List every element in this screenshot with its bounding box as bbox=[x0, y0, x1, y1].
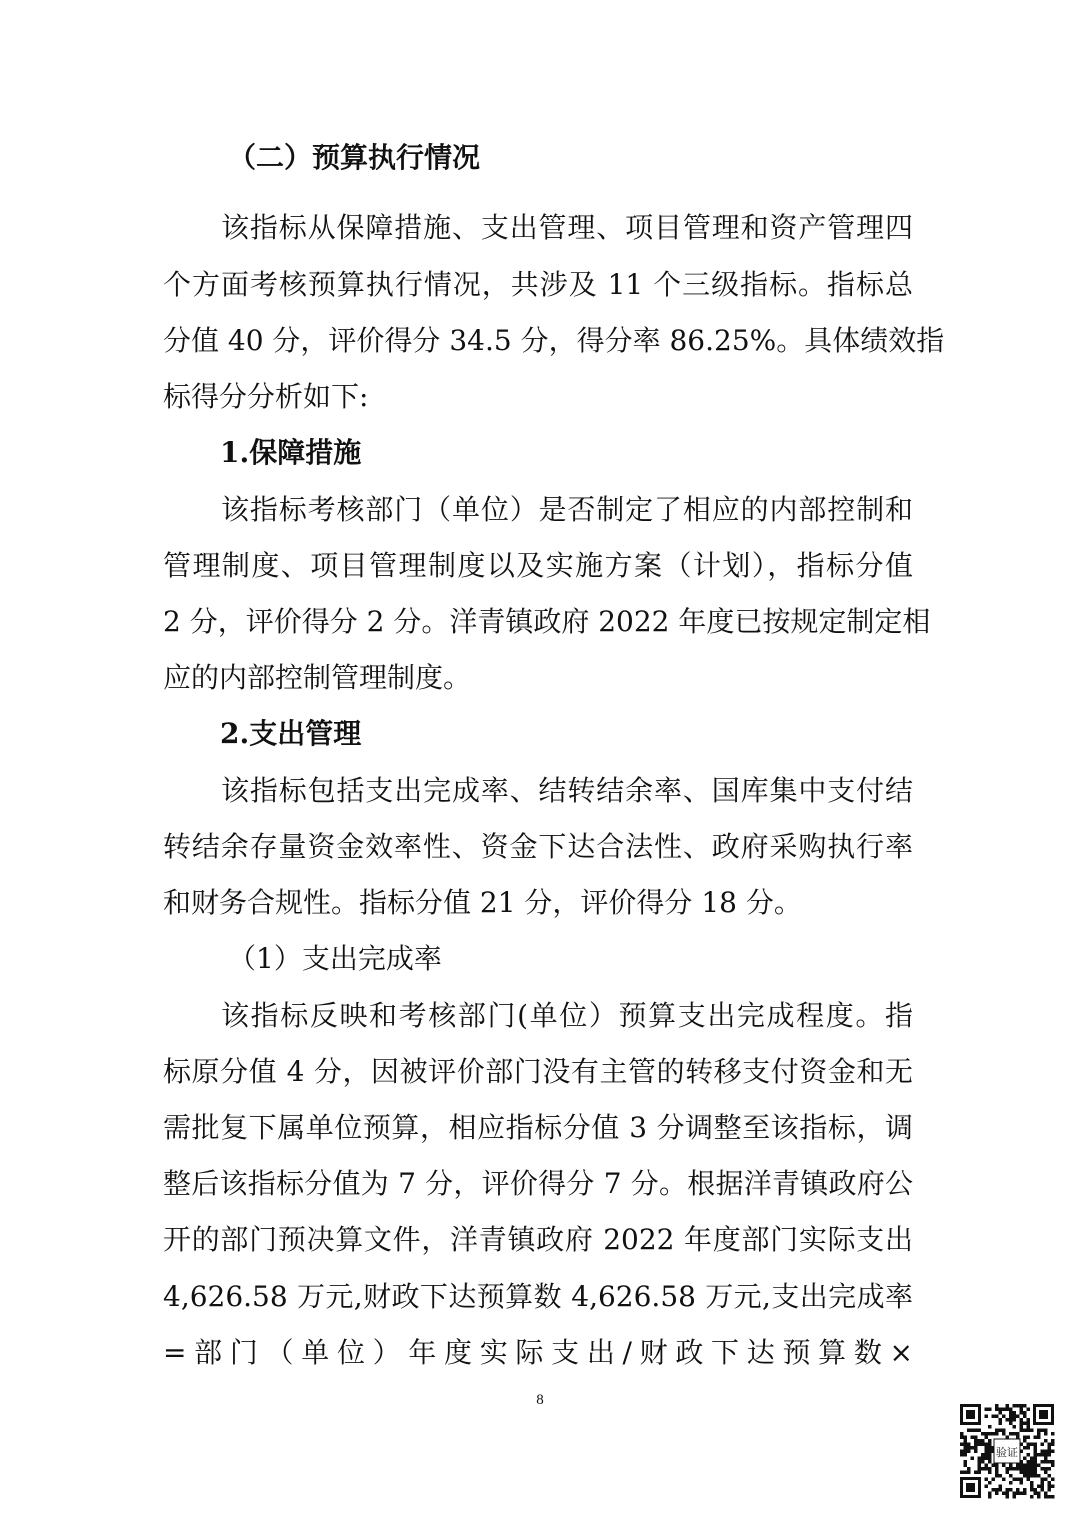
qr-center-label: 验证 bbox=[996, 1446, 1018, 1459]
text-line: 该指标从保障措施、支出管理、项目管理和资产管理四 bbox=[221, 211, 913, 244]
text-line: 应的内部控制管理制度。 bbox=[163, 661, 472, 694]
section-title: 2.支出管理 bbox=[220, 717, 362, 750]
text-line: 标原分值 4 分，因被评价部门没有主管的转移支付资金和无 bbox=[163, 1055, 913, 1088]
text-line: 管理制度、项目管理制度以及实施方案（计划），指标分值 bbox=[163, 549, 913, 582]
text-line: 4,626.58 万元,财政下达预算数 4,626.58 万元,支出完成率 bbox=[163, 1280, 913, 1313]
text-line: 该指标包括支出完成率、结转结余率、国库集中支付结 bbox=[221, 774, 913, 807]
text-line: 2 分，评价得分 2 分。洋青镇政府 2022 年度已按规定制定相 bbox=[163, 605, 931, 638]
text-line: 和财务合规性。指标分值 21 分，评价得分 18 分。 bbox=[163, 886, 802, 919]
text-line: 该指标考核部门（单位）是否制定了相应的内部控制和 bbox=[221, 493, 913, 526]
text-line: 标得分分析如下: bbox=[163, 380, 369, 413]
text-line: 开的部门预决算文件，洋青镇政府 2022 年度部门实际支出 bbox=[163, 1223, 913, 1256]
text-line: =部门（单位）年度实际支出/财政下达预算数× bbox=[163, 1336, 913, 1369]
text-line: 需批复下属单位预算，相应指标分值 3 分调整至该指标，调 bbox=[163, 1111, 913, 1144]
subsection-title: （1）支出完成率 bbox=[228, 942, 442, 975]
text-line: 转结余存量资金效率性、资金下达合法性、政府采购执行率 bbox=[163, 830, 913, 863]
text-line: 分值 40 分，评价得分 34.5 分，得分率 86.25%。具体绩效指 bbox=[163, 324, 945, 357]
text-line: 整后该指标分值为 7 分，评价得分 7 分。根据洋青镇政府公 bbox=[163, 1167, 913, 1200]
section-heading: （二）预算执行情况 bbox=[228, 141, 481, 174]
text-line: 该指标反映和考核部门(单位）预算支出完成程度。指 bbox=[221, 999, 913, 1032]
section-title: 1.保障措施 bbox=[220, 436, 362, 469]
qr-code-icon bbox=[958, 1402, 1056, 1500]
text-line: 个方面考核预算执行情况，共涉及 11 个三级指标。指标总 bbox=[163, 268, 913, 301]
page-number: 8 bbox=[536, 1392, 544, 1408]
